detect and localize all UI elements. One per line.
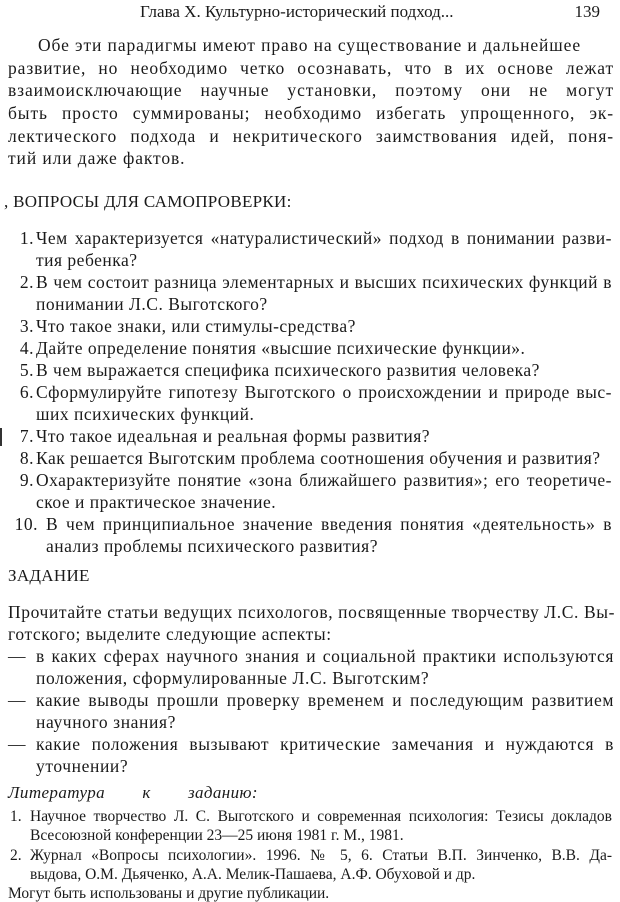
question-text: анализ проблемы психического развития? (46, 536, 378, 556)
reference-text: Журнал «Вопросы психологии». 1996. № 5, 6. Статьи В.П. Зинченко, В.В. Да- (30, 847, 612, 864)
task-heading: ЗАДАНИЕ (8, 566, 90, 585)
list-item (0, 316, 620, 338)
list-item-continuation (8, 756, 614, 778)
reference-text: Всесоюзной конференции 23—25 июня 1981 г. М., 1981. (30, 827, 404, 844)
closing-text: Могут быть использованы и другие публикации. (8, 885, 330, 902)
question-text: ших психических функций. (36, 404, 255, 424)
list-item-continuation (0, 250, 620, 272)
list-item (0, 272, 620, 294)
question-text: понимании Л.С. Выготского? (36, 294, 268, 314)
aspect-text: какие выводы прошли проверку временем и последующим развитием (36, 690, 614, 710)
literature-title-word: к (142, 783, 151, 802)
list-item (8, 734, 614, 756)
list-item-continuation (0, 536, 620, 558)
reference-text: Научное творчество Л. С. Выготского и современная психология: Тезисы докладов (30, 808, 612, 825)
reference-continuation (0, 827, 620, 847)
list-item-continuation (0, 492, 620, 514)
question-number: 6. (19, 382, 34, 402)
list-item (8, 646, 614, 668)
paragraph-line: лектического подхода и некритического заимствования идей, поня- (8, 125, 614, 146)
aspect-text: в каких сферах научного знания и социальной практики используются (36, 646, 614, 666)
intro-paragraph (8, 34, 614, 170)
question-text: Что такое знаки, или стимулы-средства? (36, 316, 356, 336)
reference-item (0, 847, 620, 867)
dash-bullet: — (8, 646, 27, 666)
task-intro-line: готского; выделите следующие аспекты: (8, 624, 332, 644)
paragraph-line: Обе эти парадигмы имеют право на существование и дальнейшее (38, 35, 581, 55)
page-number: 139 (574, 2, 600, 21)
list-item (0, 470, 620, 492)
list-item (0, 382, 620, 404)
running-head (0, 2, 620, 26)
literature-title-word: заданию: (187, 783, 258, 802)
task-intro-line: Прочитайте статьи ведущих психологов, посвященные творчеству Л.С. Вы- (8, 602, 616, 622)
question-number: 4. (19, 338, 34, 358)
list-item (0, 514, 620, 536)
aspect-text: какие положения вызывают критические замечания и нуждаются в (36, 734, 614, 754)
question-text: Дайте определение понятия «высшие психические функции». (36, 338, 526, 358)
list-item (0, 228, 620, 250)
question-text: Чем характеризуется «натуралистический» подход в понимании разви- (36, 228, 612, 248)
closing-line (0, 885, 620, 902)
question-number: 2. (19, 272, 34, 292)
paragraph-line: тий или даже фактов. (8, 148, 186, 169)
literature-title-word: Литература (8, 783, 106, 802)
question-text: В чем принципиальное значение введения понятия «деятельность» в (46, 514, 612, 534)
literature-title (8, 783, 258, 803)
list-item-continuation (8, 668, 614, 690)
question-number: 10. (14, 514, 38, 534)
reference-number: 1. (10, 808, 22, 825)
paragraph-line: взаимоисключающие научные установки, поэтому они не могут (8, 80, 614, 101)
reference-text: выдова, О.М. Дьяченко, А.А. Мелик-Пашаева, А.Ф. Обуховой и др. (30, 866, 476, 883)
dash-bullet: — (8, 690, 27, 710)
question-number: 5. (19, 360, 34, 380)
question-number: 3. (19, 316, 34, 336)
question-number: 9. (19, 470, 34, 490)
list-item (0, 338, 620, 360)
question-number: 1. (19, 228, 34, 248)
list-item (0, 448, 620, 470)
chapter-title: Глава X. Культурно-исторический подход... (140, 2, 454, 21)
aspect-text: научного знания? (36, 712, 176, 732)
question-text: В чем выражается специфика психического развития человека? (36, 360, 540, 380)
paragraph-line: развитие, но необходимо четко осознавать, что в их основе лежат (8, 57, 614, 78)
question-text: ское и практическое значение. (36, 492, 277, 512)
paragraph-line: быть просто суммированы; необходимо избегать упрощенного, эк- (8, 103, 614, 124)
question-number: 8. (19, 448, 34, 468)
list-item (0, 426, 620, 448)
question-number: 7. (19, 426, 34, 446)
reference-item (0, 808, 620, 828)
list-item (8, 690, 614, 712)
question-text: Охарактеризуйте понятие «зона ближайшего развития»; его теоретиче- (36, 470, 612, 490)
question-text: Как решается Выготским проблема соотношения обучения и развития? (36, 448, 601, 468)
list-item-continuation (0, 294, 620, 316)
margin-mark (0, 428, 2, 446)
question-text: Сформулируйте гипотезу Выготского о происхождении и природе выс- (36, 382, 612, 402)
aspect-text: уточнении? (36, 756, 129, 776)
list-item (0, 360, 620, 382)
reference-continuation (0, 866, 620, 886)
question-text: В чем состоит разница элементарных и высших психических функций в (36, 272, 612, 292)
question-text: тия ребенка? (36, 250, 138, 270)
reference-number: 2. (10, 847, 22, 864)
aspect-text: положения, сформулированные Л.С. Выготским? (36, 668, 430, 688)
dash-bullet: — (8, 734, 27, 754)
list-item-continuation (0, 404, 620, 426)
questions-heading: , ВОПРОСЫ ДЛЯ САМОПРОВЕРКИ: (4, 192, 292, 211)
question-text: Что такое идеальная и реальная формы развития? (36, 426, 431, 446)
list-item-continuation (8, 712, 614, 734)
